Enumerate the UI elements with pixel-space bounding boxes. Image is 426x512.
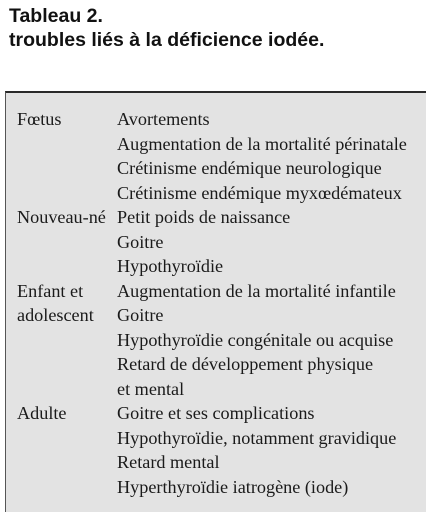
table-row (17, 279, 426, 304)
table-row (17, 156, 426, 181)
table-row (17, 107, 426, 132)
table-row (17, 303, 426, 328)
table-row (17, 426, 426, 451)
table-body (17, 107, 426, 499)
caption-label: Tableau 2. (9, 5, 103, 27)
table-row (17, 328, 426, 353)
table-row (17, 352, 426, 377)
table-caption (9, 4, 421, 52)
caption-title: troubles liés à la déficience iodée. (9, 29, 325, 51)
table-row (17, 450, 426, 475)
table-row (17, 230, 426, 255)
row-category: Fœtus (17, 109, 62, 129)
row-disorder: Hyperthyroïdie iatrogène (iode) (117, 476, 349, 497)
row-disorder: Retard de développement physique (117, 354, 374, 374)
row-disorder: Retard mental (117, 452, 220, 472)
table-row (17, 377, 426, 402)
row-disorder: Goitre (117, 305, 164, 325)
row-disorder: Hypothyroïdie (117, 256, 224, 276)
row-category: adolescent (17, 305, 94, 325)
row-disorder: Avortements (117, 109, 210, 129)
disorders-table (5, 91, 426, 512)
row-disorder: Augmentation de la mortalité périnatale (117, 133, 407, 154)
row-disorder: Goitre et ses complications (117, 403, 315, 423)
row-disorder: Augmentation de la mortalité infantile (117, 280, 396, 301)
table-row (17, 475, 426, 500)
row-disorder: et mental (117, 378, 185, 399)
row-disorder: Crétinisme endémique myxœdémateux (117, 182, 402, 203)
table-row (17, 181, 426, 206)
row-disorder: Hypothyroïdie congénitale ou acquise (117, 329, 394, 350)
row-disorder: Crétinisme endémique neurologique (117, 158, 382, 178)
row-disorder: Goitre (117, 231, 164, 252)
row-category: Nouveau-né (17, 207, 106, 227)
row-category: Enfant et (17, 280, 84, 301)
row-category: Adulte (17, 403, 67, 423)
table-row (17, 132, 426, 157)
row-disorder: Hypothyroïdie, notamment gravidique (117, 427, 397, 448)
row-disorder: Petit poids de naissance (117, 207, 291, 227)
table-row (17, 401, 426, 426)
table-row (17, 205, 426, 230)
table-row (17, 254, 426, 279)
